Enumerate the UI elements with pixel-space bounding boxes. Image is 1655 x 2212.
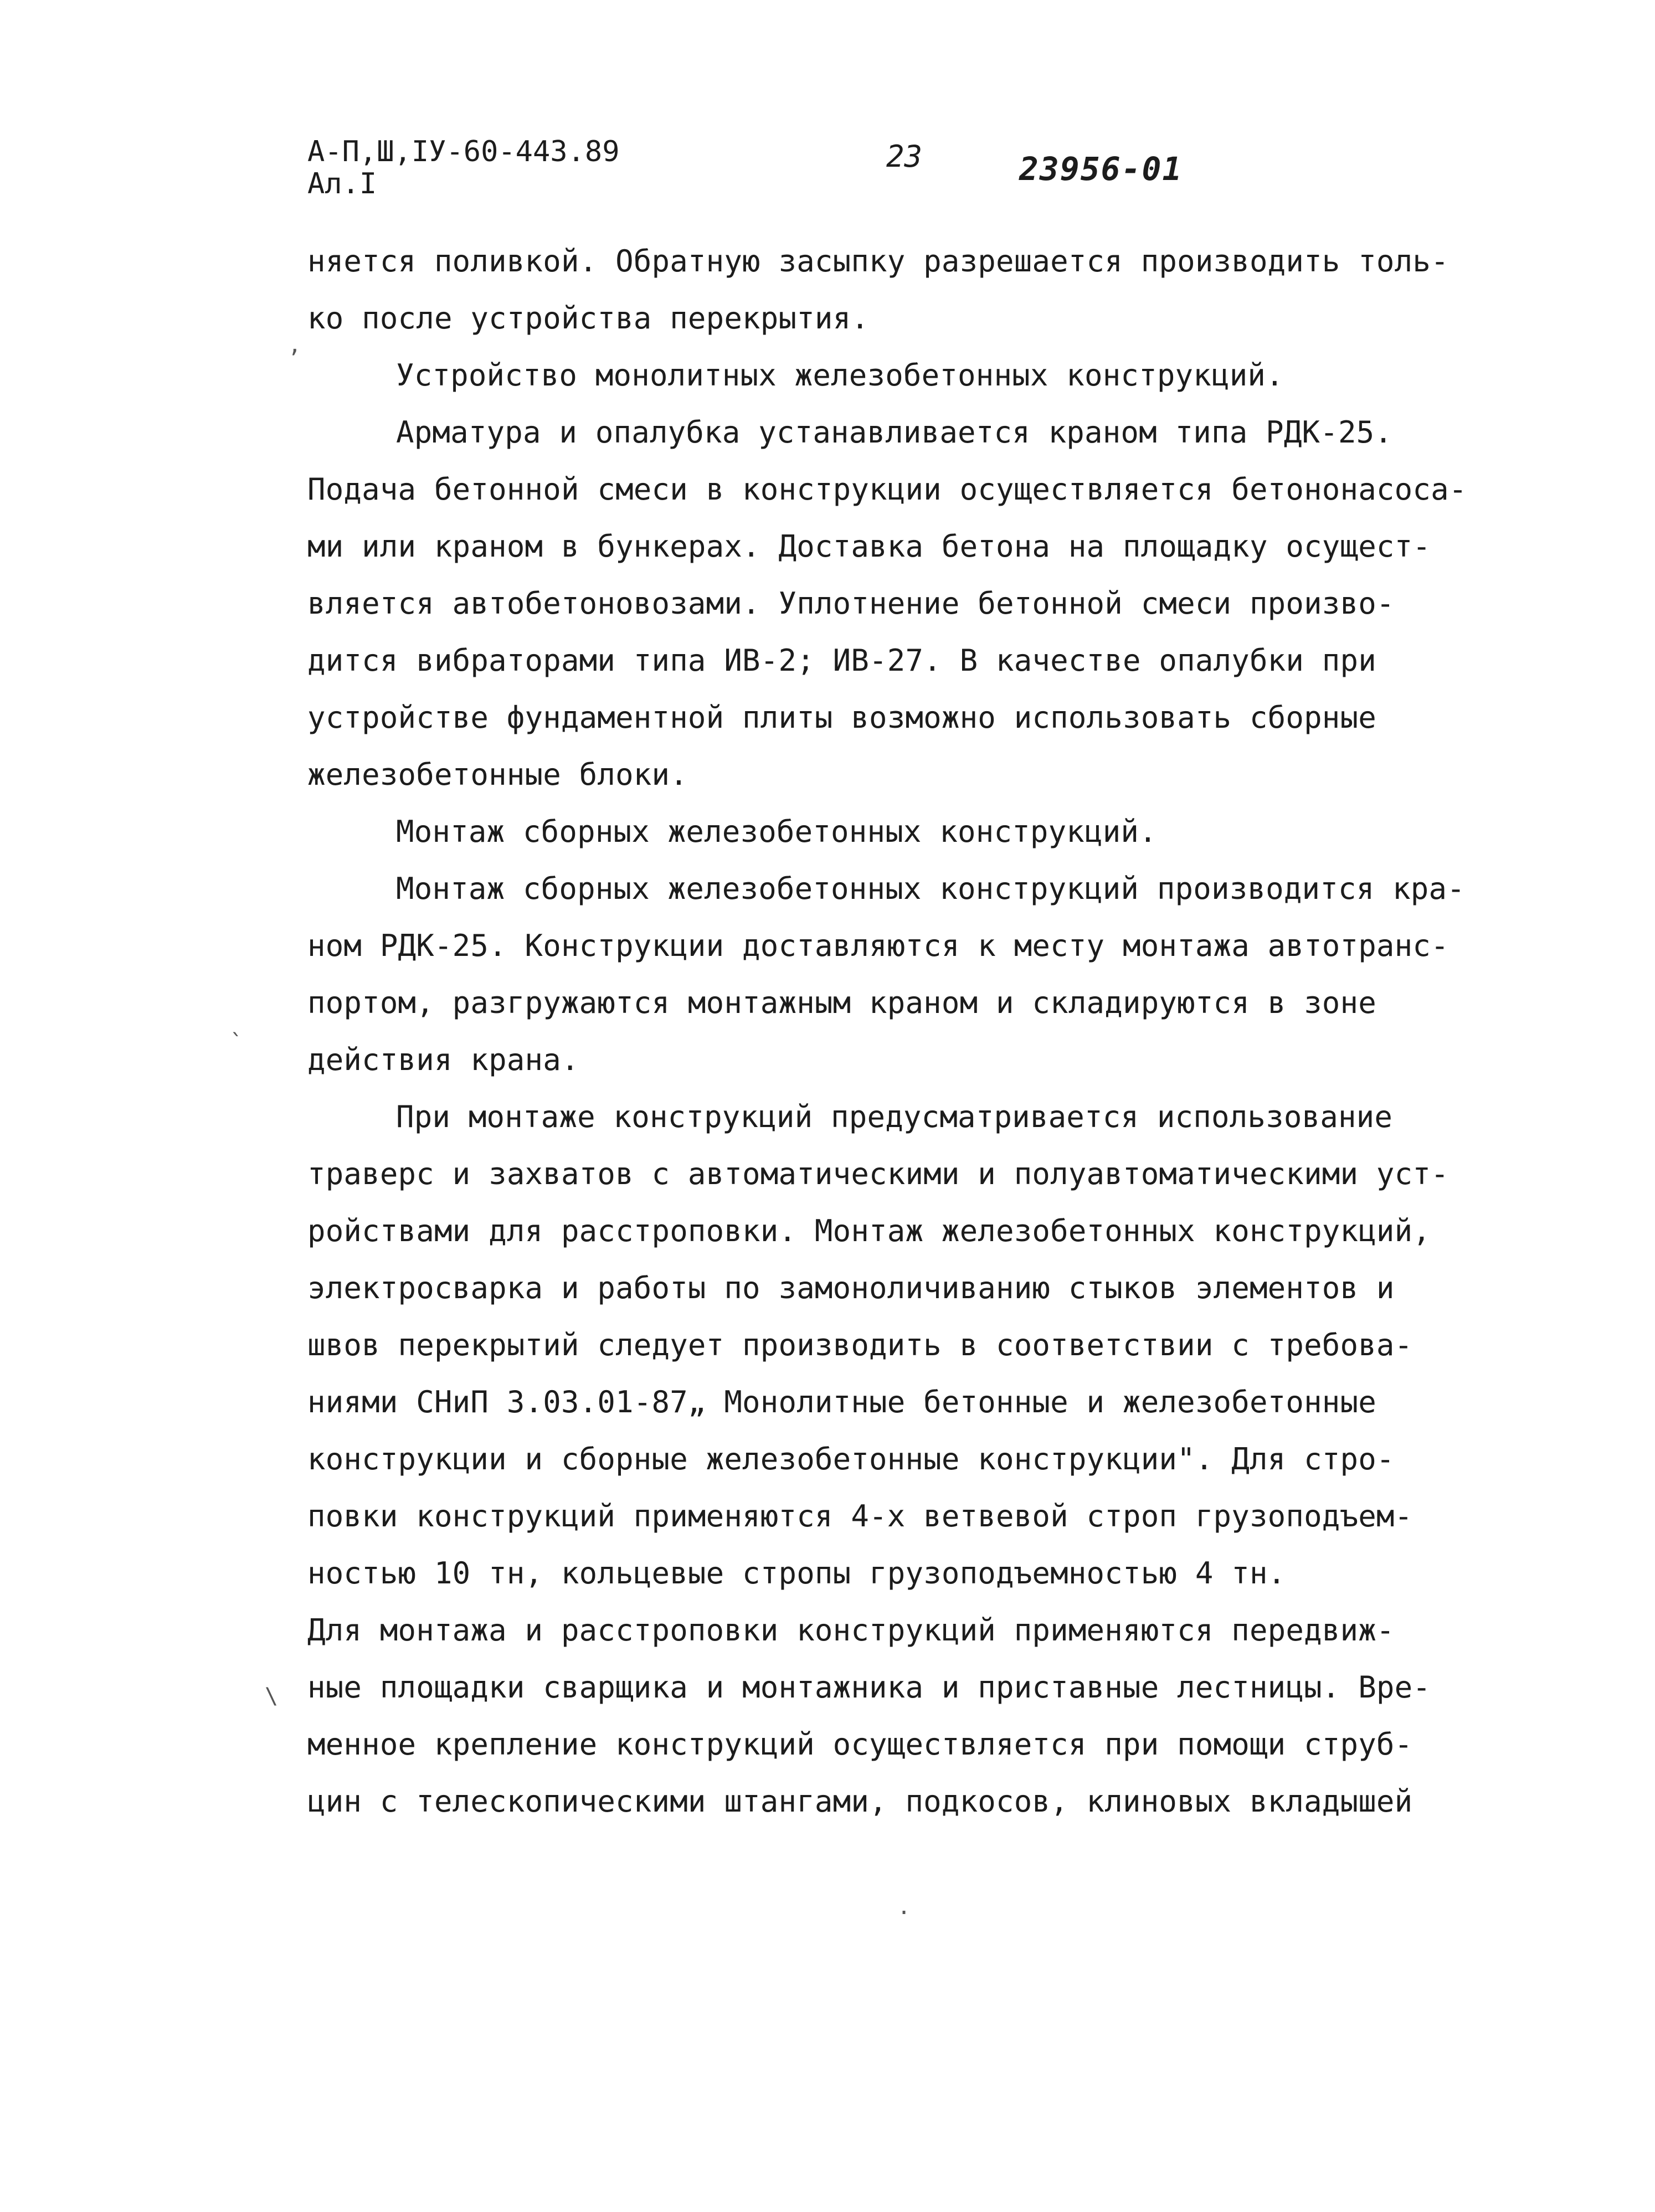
text-line: ко после устройства перекрытия. xyxy=(307,301,870,336)
page-number: 23 xyxy=(886,139,923,174)
inventory-number: 23956-01 xyxy=(1019,150,1183,188)
text-line: ностью 10 тн, кольцевые стропы грузоподъемностью 4 тн. xyxy=(307,1556,1286,1591)
document-code-line-1: А-П,Ш,IУ-60-443.89 xyxy=(307,135,620,168)
text-line: Арматура и опалубка устанавливается краном типа РДК-25. xyxy=(396,415,1393,450)
document-code xyxy=(307,136,620,200)
scan-speck: . xyxy=(897,1894,911,1920)
text-line: Монтаж сборных железобетонных конструкций производится кра- xyxy=(396,871,1465,906)
text-line: Подача бетонной смеси в конструкции осуществляется бетононасоса- xyxy=(307,472,1467,507)
text-line: вляется автобетоновозами. Уплотнение бетонной смеси произво- xyxy=(307,586,1395,621)
text-line: ном РДК-25. Конструкции доставляются к месту монтажа автотранс- xyxy=(307,928,1449,963)
text-line: ми или краном в бункерах. Доставка бетона на площадку осущест- xyxy=(307,529,1431,564)
text-line: ниями СНиП 3.03.01-87„ Монолитные бетонные и железобетонные xyxy=(307,1385,1376,1419)
page-header xyxy=(307,136,1415,208)
text-line: железобетонные блоки. xyxy=(307,757,688,792)
text-line: портом, разгружаются монтажным краном и складируются в зоне xyxy=(307,985,1376,1020)
text-line: действия крана. xyxy=(307,1042,579,1077)
text-line: электросварка и работы по замоноличиванию стыков элементов и xyxy=(307,1270,1395,1305)
scan-speck: ` xyxy=(230,1030,244,1056)
text-line: повки конструкций применяются 4-х ветвевой строп грузоподъем- xyxy=(307,1499,1413,1534)
text-line: устройстве фундаментной плиты возможно использовать сборные xyxy=(307,700,1376,735)
text-line: Для монтажа и расстроповки конструкций применяются передвиж- xyxy=(307,1613,1395,1648)
text-line: При монтаже конструкций предусматривается использование xyxy=(396,1099,1393,1134)
body-text xyxy=(307,233,1467,1830)
text-line: цин с телескопическими штангами, подкосов, клиновых вкладышей xyxy=(307,1784,1413,1819)
text-line: Устройство монолитных железобетонных конструкций. xyxy=(396,358,1284,393)
text-line: няется поливкой. Обратную засыпку разрешается производить толь- xyxy=(307,244,1449,279)
text-line: конструкции и сборные железобетонные конструкции". Для стро- xyxy=(307,1442,1395,1477)
text-line: менное крепление конструкций осуществляется при помощи струб- xyxy=(307,1727,1413,1762)
scan-speck: , xyxy=(288,332,302,358)
text-line: дится вибраторами типа ИВ-2; ИВ-27. В качестве опалубки при xyxy=(307,643,1376,678)
text-line: траверс и захватов с автоматическими и полуавтоматическими уст- xyxy=(307,1156,1449,1191)
scan-speck: \ xyxy=(265,1684,279,1709)
text-line: Монтаж сборных железобетонных конструкций. xyxy=(396,814,1157,849)
text-line: ные площадки сварщика и монтажника и приставные лестницы. Вре- xyxy=(307,1670,1431,1705)
text-line: швов перекрытий следует производить в соответствии с требова- xyxy=(307,1328,1413,1362)
text-line: ройствами для расстроповки. Монтаж железобетонных конструкций, xyxy=(307,1213,1431,1248)
document-code-line-2: Ал.I xyxy=(307,167,377,200)
